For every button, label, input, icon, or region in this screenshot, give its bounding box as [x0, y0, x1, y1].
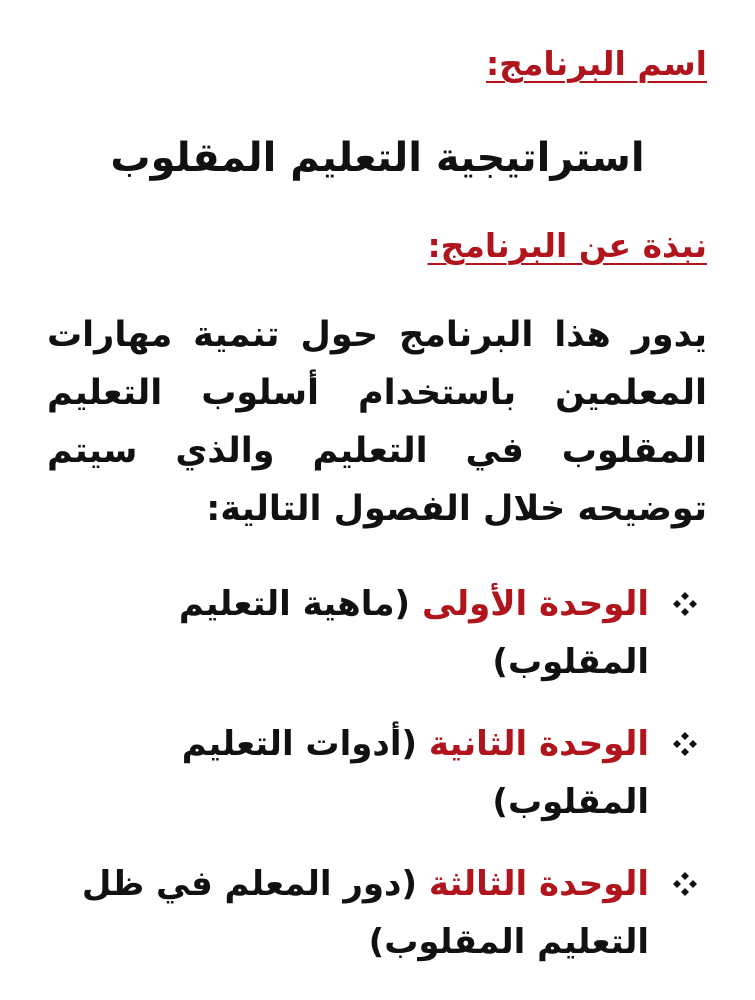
unit-item-3 [37, 855, 707, 971]
four-diamond-bullet-icon [663, 575, 707, 633]
program-description: يدور هذا البرنامج حول تنمية مهارات المعلمين باستخدام أسلوب التعليم المقلوب في التعليم والذي سيتم توضيحه خلال الفصول التالية: [47, 315, 707, 529]
program-title: استراتيجية التعليم المقلوب [110, 135, 645, 181]
unit-item-2 [37, 715, 707, 831]
program-about-heading: نبذة عن البرنامج: [427, 226, 707, 265]
unit-description: (أدوات التعليم المقلوب) [181, 724, 649, 822]
four-diamond-bullet-icon [663, 855, 707, 913]
unit-label: الوحدة الثالثة [428, 864, 649, 904]
unit-label: الوحدة الثانية [428, 724, 649, 764]
four-diamond-bullet-icon [663, 715, 707, 773]
program-name-heading: اسم البرنامج: [485, 44, 707, 83]
unit-description: (دور المعلم في ظل التعليم المقلوب) [81, 864, 649, 962]
unit-description: (ماهية التعليم المقلوب) [178, 584, 649, 682]
units-list [37, 575, 707, 971]
unit-item-1 [37, 575, 707, 691]
unit-label: الوحدة الأولى [421, 584, 649, 624]
